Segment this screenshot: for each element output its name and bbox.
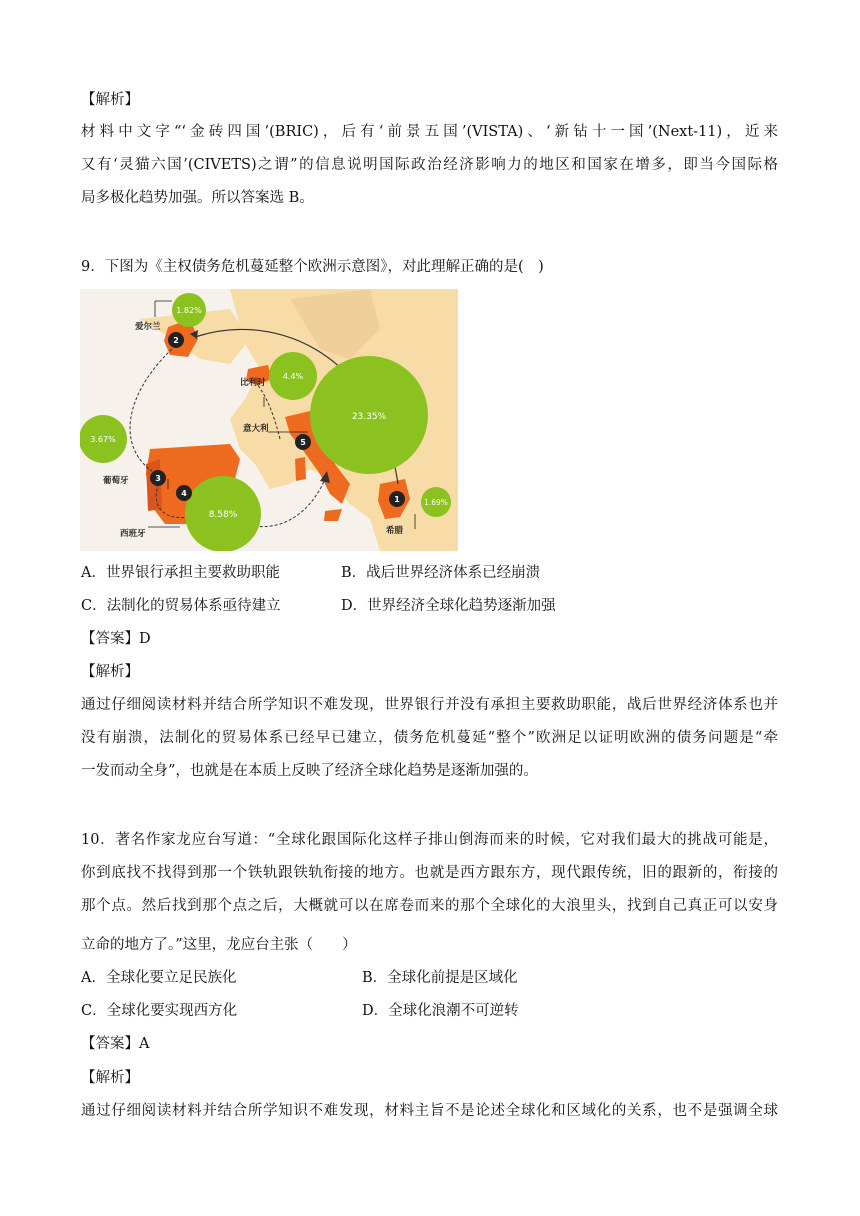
analysis-line-3: 局多极化趋势加强。所以答案选 B。 — [81, 190, 314, 206]
q10-analysis-heading: 【解析】 — [81, 1070, 139, 1086]
label-greece: 希腊 — [386, 526, 404, 536]
pct-belgium: 4.4% — [282, 372, 304, 381]
q10-option-c: C．全球化要实现西方化 — [81, 1003, 238, 1019]
pct-ireland: 1.82% — [176, 306, 202, 315]
q9-stem: 9．下图为《主权债务危机蔓延整个欧洲示意图》，对此理解正确的是( ) — [81, 259, 544, 275]
pct-spain: 8.58% — [208, 510, 238, 520]
analysis-line-1: 材料中文字“‘金砖四国’(BRIC)，后有‘前景五国’(VISTA)、‘新钻十一国’(Next-11)，近来 — [81, 124, 778, 140]
label-spain: 西班牙 — [120, 529, 146, 539]
q10-stem-line-3: 那个点。然后找到那个点之后，大概就可以在席卷而来的那个全球化的大浪里头，找到自己真正可以安身 — [81, 898, 778, 914]
label-portugal: 葡萄牙 — [103, 476, 129, 486]
svg-text:1: 1 — [394, 495, 400, 504]
q9-answer: 【答案】D — [81, 631, 151, 647]
q10-option-a: A．全球化要立足民族化 — [81, 970, 237, 986]
q9-analysis-line-3: 一发而动全身”，也就是在本质上反映了经济全球化趋势是逐渐加强的。 — [81, 763, 538, 779]
svg-text:4: 4 — [181, 489, 187, 498]
q9-option-a: A．世界银行承担主要救助职能 — [81, 565, 280, 581]
europe-debt-crisis-map — [80, 289, 458, 551]
q10-stem-line-1: 10．著名作家龙应台写道：“全球化跟国际化这样子排山倒海而来的时候，它对我们最大的挑战可能是， — [81, 832, 778, 848]
q9-analysis-line-1: 通过仔细阅读材料并结合所学知识不难发现，世界银行并没有承担主要救助职能，战后世界经济体系也并 — [81, 697, 778, 713]
q9-option-b: B．战后世界经济体系已经崩溃 — [341, 565, 541, 581]
analysis-heading: 【解析】 — [81, 92, 139, 108]
q9-analysis-heading: 【解析】 — [81, 664, 139, 680]
label-ireland: 爱尔兰 — [135, 322, 161, 332]
svg-text:2: 2 — [173, 336, 179, 345]
q10-option-d: D．全球化浪潮不可逆转 — [362, 1003, 519, 1019]
q10-answer: 【答案】A — [81, 1036, 150, 1052]
q9-option-d: D．世界经济全球化趋势逐渐加强 — [341, 598, 556, 614]
label-belgium: 比利时 — [240, 378, 266, 388]
svg-text:5: 5 — [300, 438, 306, 447]
q9-option-c: C．法制化的贸易体系亟待建立 — [81, 598, 281, 614]
q10-option-b: B．全球化前提是区域化 — [362, 970, 518, 986]
q10-analysis-line-1: 通过仔细阅读材料并结合所学知识不难发现，材料主旨不是论述全球化和区域化的关系，也不是强调全球 — [81, 1103, 778, 1119]
q9-analysis-line-2: 没有崩溃，法制化的贸易体系已经早已建立，债务危机蔓延“整个”欧洲足以证明欧洲的债务问题是“牵 — [81, 730, 778, 746]
pct-greece: 1.69% — [424, 498, 448, 507]
q10-stem-line-2: 你到底找不找得到那一个铁轨跟铁轨衔接的地方。也就是西方跟东方，现代跟传统，旧的跟新的，衔接的 — [81, 865, 778, 881]
q10-stem-line-4: 立命的地方了。”这里，龙应台主张（ ） — [81, 937, 357, 953]
analysis-line-2: 又有‘灵猫六国’(CIVETS)之谓”的信息说明国际政治经济影响力的地区和国家在增多，即当今国际格 — [81, 157, 778, 173]
pct-italy: 23.35% — [351, 412, 387, 422]
sardinia-region — [295, 457, 306, 481]
label-italy: 意大利 — [243, 424, 269, 434]
svg-text:3: 3 — [155, 474, 161, 483]
pct-portugal: 3.67% — [90, 435, 116, 444]
